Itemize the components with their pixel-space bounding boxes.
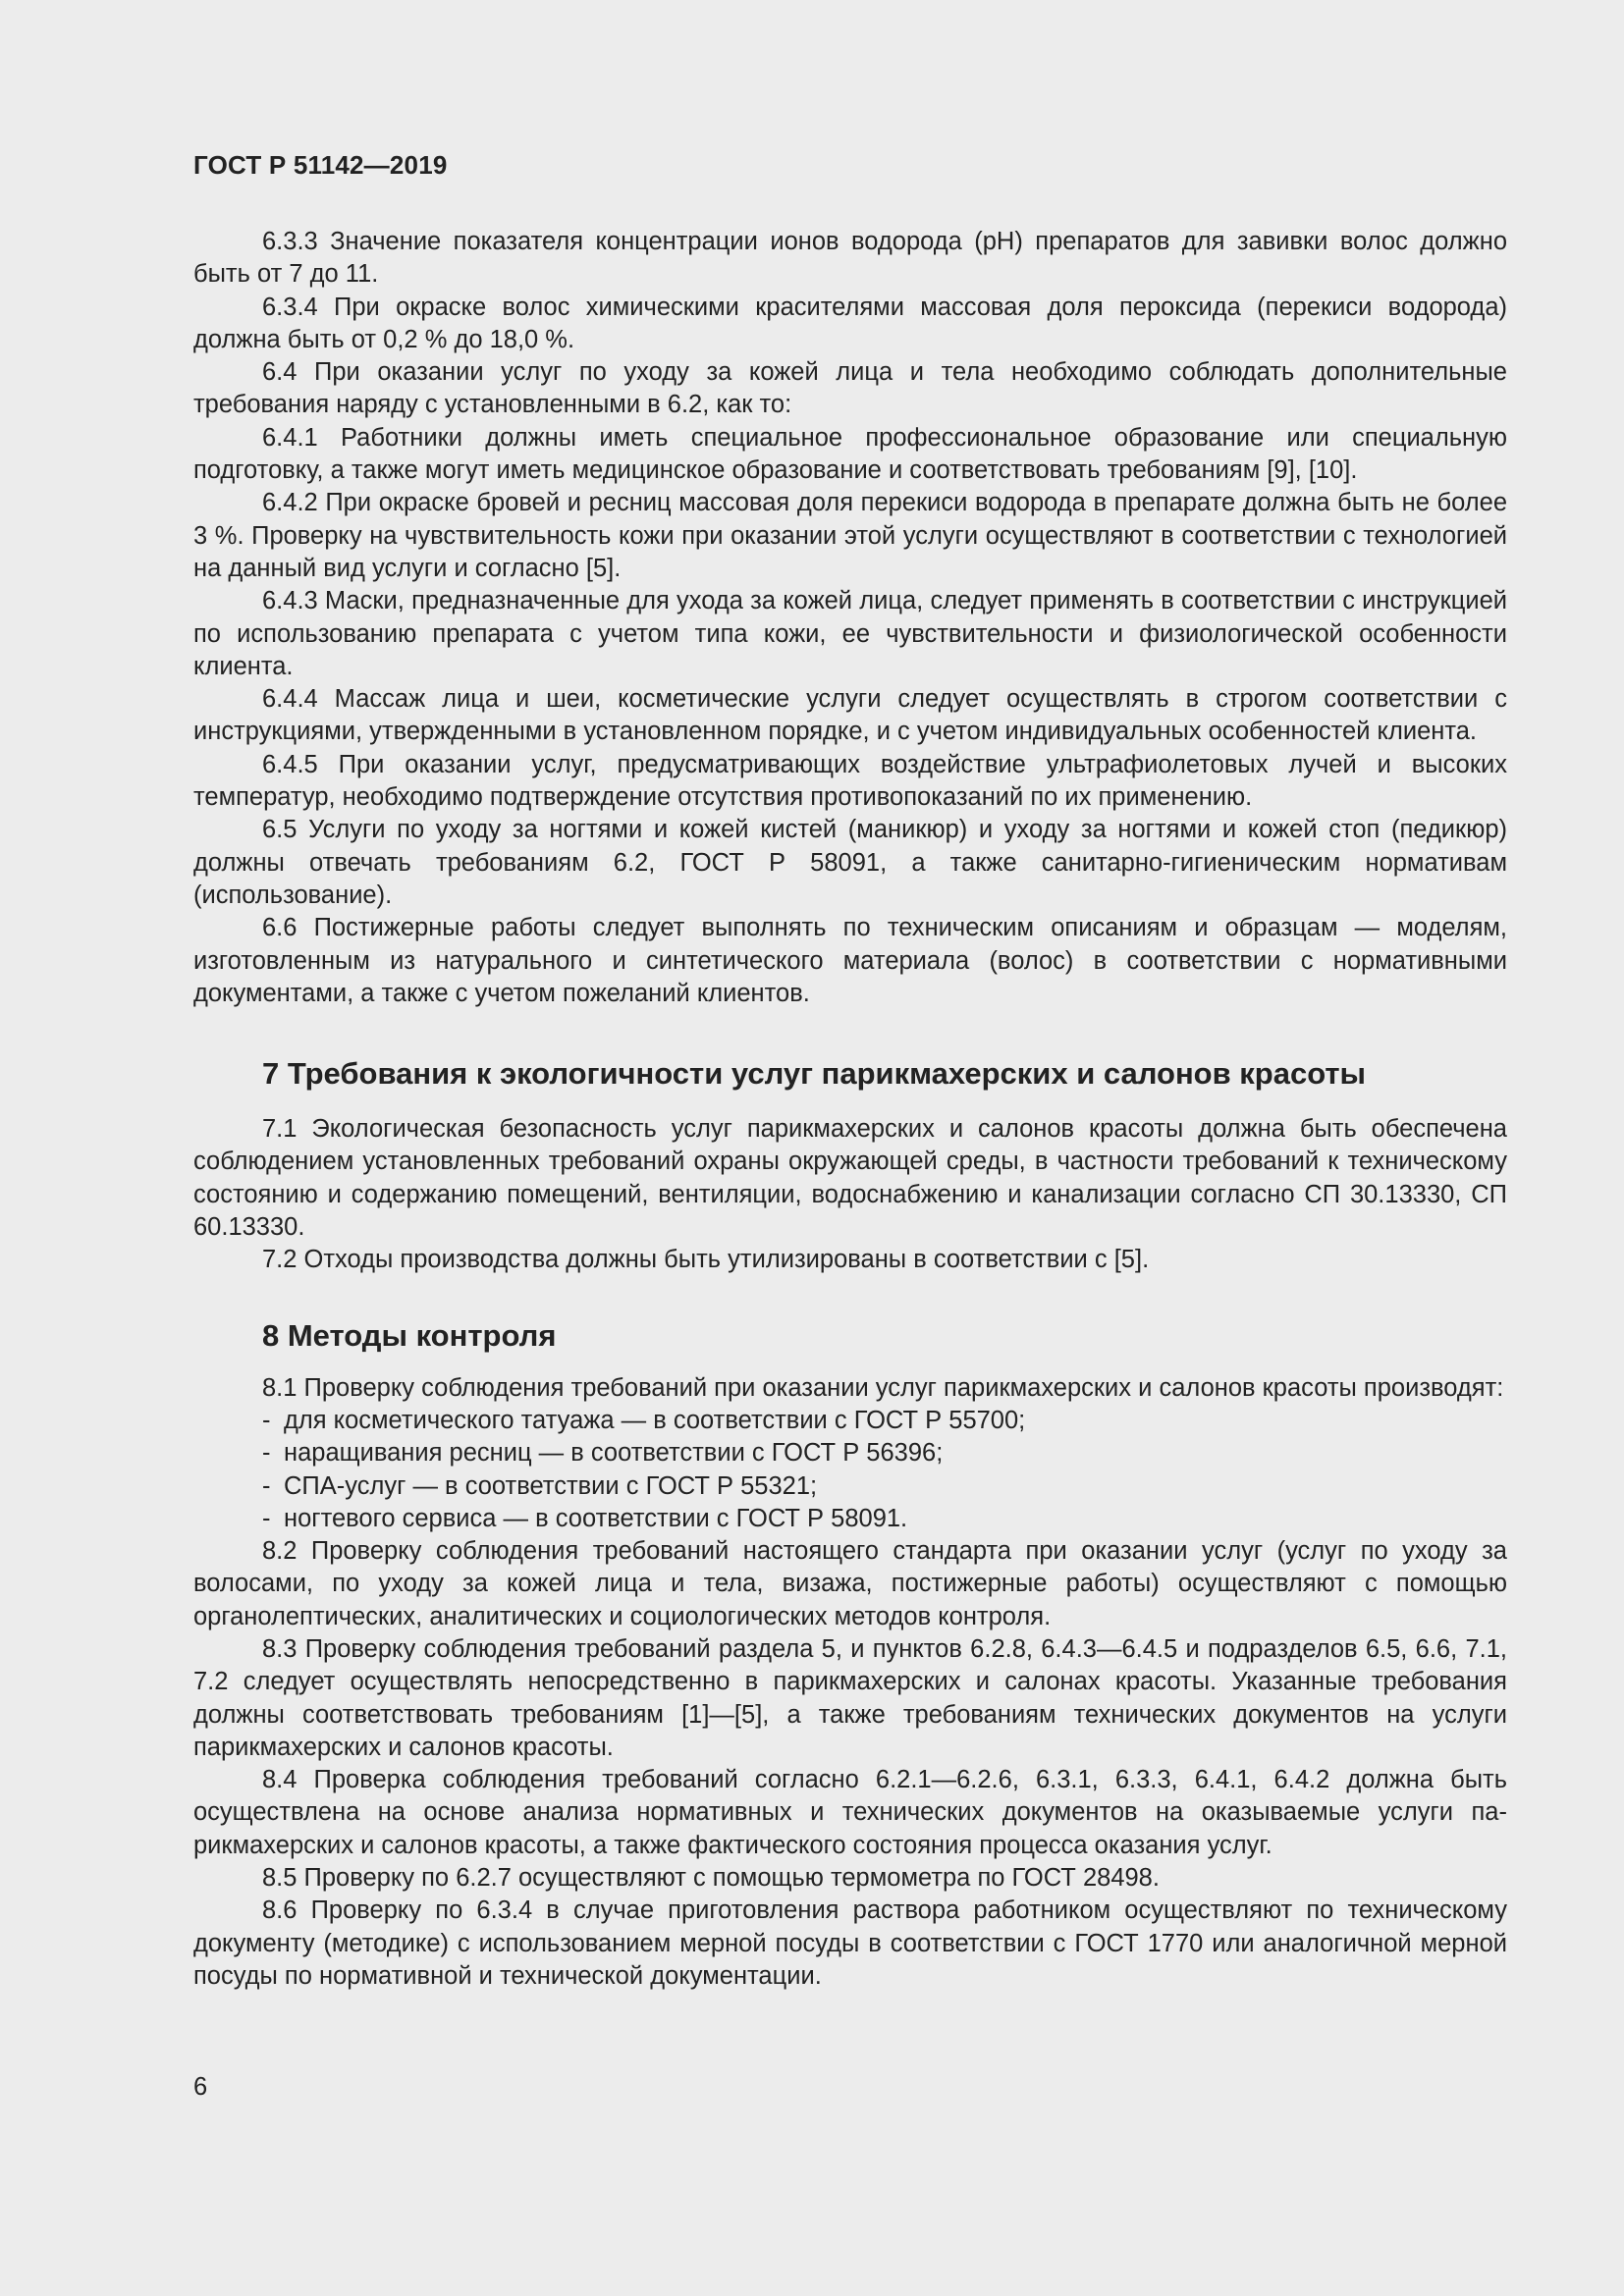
list-dash: - bbox=[262, 1439, 271, 1468]
list-item-text: наращивания ресниц — в соответствии с ГОСТ Р 56396; bbox=[284, 1439, 944, 1468]
document-body bbox=[193, 226, 1507, 1993]
section-7-heading: 7 Требования к экологичности услуг парикмахерских и салонов красоты bbox=[262, 1056, 1367, 1092]
paragraph-7-1: 7.1 Экологическая безопасность услуг парикмахерских и салонов красоты должна быть обеспечена соблюдением установленных требований охраны окружающей среды, в частности требований к техническому состоянию и содержанию помещений, вентиляции, водоснабжению и канализации согласно СП 30.13330, СП 60.13330. bbox=[193, 1115, 1507, 1242]
list-item bbox=[193, 1470, 1507, 1503]
list-dash: - bbox=[262, 1471, 271, 1500]
paragraph-6-4-5: 6.4.5 При оказании услуг, предусматривающих воздействие ультрафиолетовых лучей и высоких температур, необходимо подтверждение отсутствия противопоказаний по их применению. bbox=[193, 750, 1507, 812]
paragraph-6-4-4: 6.4.4 Массаж лица и шеи, косметические услуги следует осуществлять в строгом соответствии с инструкциями, утвержденными в установленном порядке, и с учетом индивидуальных особенностей клиента. bbox=[193, 685, 1507, 746]
paragraph-8-6: 8.6 Проверку по 6.3.4 в случае приготовления раствора работником осуществляют по техническому документу (методике) с использованием мерной посуды в соответствии с ГОСТ 1770 или аналогичной мерной посуды по нормативной и технической документации. bbox=[193, 1896, 1507, 1990]
list-item bbox=[193, 1437, 1507, 1469]
list-dash: - bbox=[262, 1406, 271, 1434]
list-item-text: СПА-услуг — в соответствии с ГОСТ Р 55321; bbox=[284, 1471, 818, 1500]
paragraph-8-4: 8.4 Проверка соблюдения требований согласно 6.2.1—6.2.6, 6.3.1, 6.3.3, 6.4.1, 6.4.2 должна быть осуществлена на основе анализа нормативных и технических документов на оказываемые услуги парикмахерских и салонов красоты, а также фактического состояния процесса оказания услуг. bbox=[193, 1766, 1507, 1859]
list-dash: - bbox=[262, 1504, 271, 1532]
paragraph-8-2: 8.2 Проверку соблюдения требований настоящего стандарта при оказании услуг (услуг по уходу за волосами, по уходу за кожей лица и тела, визажа, постижерные работы) осуществляют с помощью органолептических, аналитических и социологических методов контроля. bbox=[193, 1537, 1507, 1630]
paragraph-6-4-3: 6.4.3 Маски, предназначенные для ухода за кожей лица, следует применять в соответствии с инструкцией по использованию препарата с учетом типа кожи, ее чувствительности и физиологической особенности клиента. bbox=[193, 587, 1507, 680]
paragraph-6-4-2: 6.4.2 При окраске бровей и ресниц массовая доля перекиси водорода в препарате должна быть не более 3 %. Проверку на чувствительность кожи при оказании этой услуги осуществляют в соответствии с технологией на данный вид услуги и согласно [5]. bbox=[193, 489, 1507, 582]
paragraph-6-4: 6.4 При оказании услуг по уходу за кожей лица и тела необходимо соблюдать дополнительные требования наряду с установленными в 6.2, как то: bbox=[193, 358, 1507, 419]
list-item bbox=[193, 1405, 1507, 1437]
paragraph-6-4-1: 6.4.1 Работники должны иметь специальное профессиональное образование или специальную подготовку, а также могут иметь медицинское образование и соответствовать требованиям [9], [10]. bbox=[193, 423, 1507, 485]
paragraph-6-6: 6.6 Постижерные работы следует выполнять по техническим описаниям и образцам — моделям, изготовленным из натурального и синтетического материала (волос) в соответствии с нормативными документами, а также с учетом пожеланий клиентов. bbox=[193, 914, 1507, 1007]
paragraph-6-3-3: 6.3.3 Значение показателя концентрации ионов водорода (pH) препаратов для завивки волос должно быть от 7 до 11. bbox=[193, 228, 1507, 289]
paragraph-8-5: 8.5 Проверку по 6.2.7 осуществляют с помощью термометра по ГОСТ 28498. bbox=[262, 1864, 1160, 1893]
list-item bbox=[193, 1503, 1507, 1535]
paragraph-6-5: 6.5 Услуги по уходу за ногтями и кожей кистей (маникюр) и уходу за ногтями и кожей стоп (педикюр) должны отвечать требованиям 6.2, ГОСТ Р 58091, а также санитарно-гигиеническим нормативам (использование). bbox=[193, 816, 1507, 909]
page-number: 6 bbox=[193, 2073, 208, 2101]
document-header-id: ГОСТ Р 51142—2019 bbox=[193, 150, 448, 180]
paragraph-7-2: 7.2 Отходы производства должны быть утилизированы в соответствии с [5]. bbox=[262, 1246, 1150, 1274]
paragraph-6-3-4: 6.3.4 При окраске волос химическими красителями массовая доля пероксида (перекиси водорода) должна быть от 0,2 % до 18,0 %. bbox=[193, 293, 1507, 353]
list-item-text: для косметического татуажа — в соответствии с ГОСТ Р 55700; bbox=[284, 1406, 1026, 1434]
paragraph-8-3: 8.3 Проверку соблюдения требований раздела 5, и пунктов 6.2.8, 6.4.3—6.4.5 и подразделов 6.5, 6.6, 7.1, 7.2 следует осуществлять непосредственно в парикмахерских и салонах красоты. Указанные требования должны соответствовать требованиям [1]—[5], а также требованиям технических документов на услуги парикмахерских и салонов красоты. bbox=[193, 1634, 1507, 1761]
paragraph-8-1: 8.1 Проверку соблюдения требований при оказании услуг парикмахерских и салонов красоты производят: bbox=[262, 1373, 1504, 1402]
list-item-text: ногтевого сервиса — в соответствии с ГОСТ Р 58091. bbox=[284, 1504, 908, 1532]
section-8-heading: 8 Методы контроля bbox=[262, 1317, 557, 1353]
